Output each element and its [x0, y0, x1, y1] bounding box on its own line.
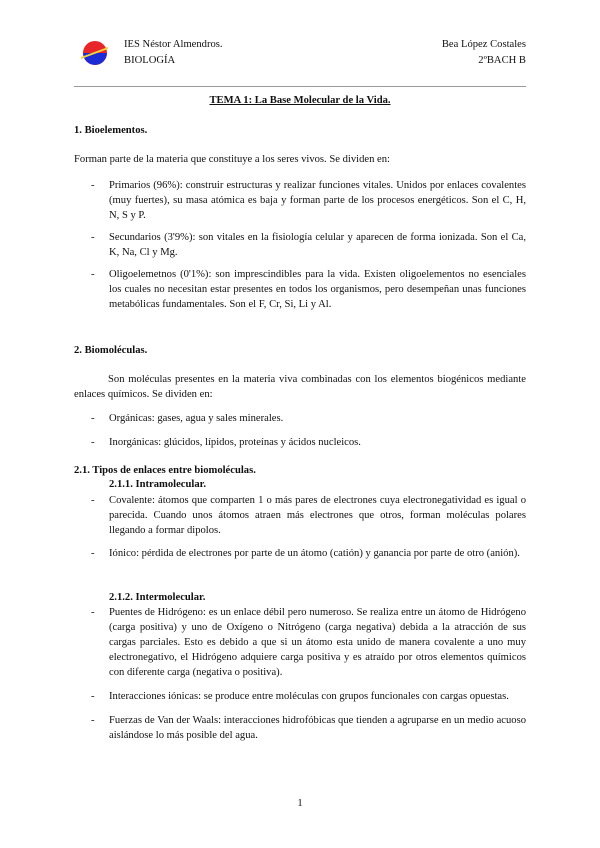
list-item: Secundarios (3'9%): son vitales en la fisiología celular y aparecen de forma ionizada. Son el Ca, K, Na, Cl y Mg. — [109, 232, 526, 258]
list-bullet: - — [91, 548, 95, 559]
page-title: TEMA 1: La Base Molecular de la Vida. — [209, 95, 391, 106]
list-item: Inorgánicas: glúcidos, lípidos, proteínas y ácidos nucleicos. — [109, 437, 361, 448]
list-item: Iónico: pérdida de electrones por parte de un átomo (catión) y ganancia por parte de otro (anión). — [109, 548, 520, 559]
subsection-2-1-1-heading: 2.1.1. Intramolecular. — [109, 479, 207, 490]
header-author: Bea López Costales — [441, 39, 526, 50]
list-bullet: - — [91, 437, 95, 448]
subsection-2-1-2-heading: 2.1.2. Intermolecular. — [109, 592, 206, 603]
list-item: Orgánicas: gases, agua y sales minerales. — [109, 413, 284, 424]
header-school: IES Néstor Almendros. — [124, 39, 223, 50]
list-item: Primarios (96%): construir estructuras y realizar funciones vitales. Unidos por enlaces covalentes (muy fuertes), su masa atómica es baja y forman parte de los procesos energéticos. Son el C, H, N, S y P. — [109, 180, 526, 221]
list-bullet: - — [91, 715, 95, 726]
section-2-1-heading: 2.1. Tipos de enlaces entre biomoléculas. — [74, 465, 256, 476]
header-subject: BIOLOGÍA — [124, 55, 176, 66]
list-bullet: - — [91, 607, 95, 618]
school-logo-icon — [80, 38, 110, 68]
list-item: Oligoelemetnos (0'1%): son imprescindibles para la vida. Existen oligoelementos no esenciales los cuales no necesitan estar presentes en todos los organismos, pero desempeñan unas funciones metabólicas fundamentales. Son el F, Cr, Si, Li y Al. — [109, 269, 526, 310]
header-right — [442, 37, 526, 69]
section-1-intro: Forman parte de la materia que constituye a los seres vivos. Se dividen en: — [74, 154, 390, 165]
list-item: Interacciones iónicas: se produce entre moléculas con grupos funcionales con cargas opuestas. — [109, 691, 509, 702]
list-item: Covalente: átomos que comparten 1 o más pares de electrones cuya electronegatividad es igual o parecida. Cuando unos átomos atraen más electrones que otros, forman moléculas polares llegando a formar dipolos. — [109, 495, 526, 536]
list-item: Puentes de Hidrógeno: es un enlace débil pero numeroso. Se realiza entre un átomo de Hidrógeno (carga positiva) y uno de Oxígeno o Nitrógeno (carga negativa) debida a la atracción de sus cargas parciales. Esto es debido a que si un átomo esta unido de manera covalente a uno muy electronegativo, el Hidrógeno adquiere carga positiva y es atraído por otros elementos químicos con diferente carga (negativa o positiva). — [109, 607, 526, 678]
page-number: 1 — [297, 798, 303, 809]
list-bullet: - — [91, 180, 95, 191]
header-left — [124, 37, 223, 69]
list-bullet: - — [91, 413, 95, 424]
list-bullet: - — [91, 495, 95, 506]
list-bullet: - — [91, 691, 95, 702]
header-divider — [74, 86, 526, 87]
header-course: 2ºBACH B — [478, 55, 526, 66]
list-item: Fuerzas de Van der Waals: interacciones hidrofóbicas que tienden a agruparse en un medio acuoso aislándose lo más posible del agua. — [109, 715, 526, 741]
list-bullet: - — [91, 232, 95, 243]
section-1-heading: 1. Bioelementos. — [74, 125, 148, 136]
section-2-intro: Son moléculas presentes en la materia viva combinadas con los elementos biogénicos mediante enlaces químicos. Se dividen en: — [74, 374, 526, 400]
list-bullet: - — [91, 269, 95, 280]
section-2-heading: 2. Biomoléculas. — [74, 345, 148, 356]
